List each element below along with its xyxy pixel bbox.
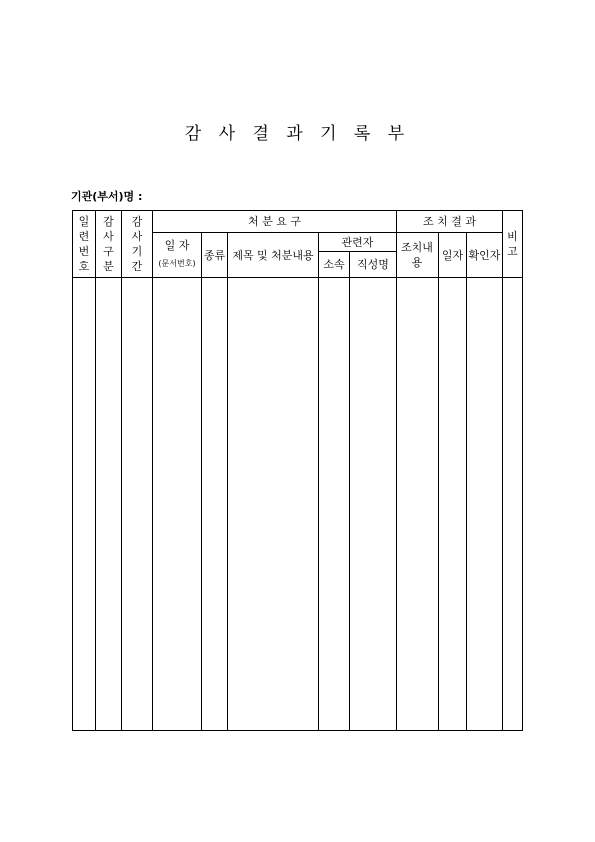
header-action-date: 일자 [441, 248, 464, 262]
header-date: 일 자 [164, 238, 190, 252]
header-audit-type: 감 사 구 분 [103, 215, 114, 273]
header-action-result: 조 치 결 과 [423, 215, 476, 228]
grid-line [152, 211, 153, 730]
grid-line [95, 211, 96, 730]
grid-line [121, 211, 122, 730]
header-kind: 종류 [203, 248, 226, 262]
audit-record-table [72, 210, 523, 731]
header-serial-number: 일 련 번 호 [78, 215, 90, 273]
header-confirmer: 확인자 [468, 248, 501, 262]
grid-line [349, 251, 350, 730]
header-affiliation: 소속 [323, 258, 345, 271]
grid-line [438, 232, 439, 730]
header-disposition-request: 처 분 요 구 [248, 215, 301, 228]
grid-line [466, 232, 467, 730]
grid-line [201, 232, 202, 730]
header-action-content: 조치내용 [401, 241, 433, 269]
header-remarks: 비 고 [507, 230, 518, 258]
document-title: 감 사 결 과 기 록 부 [184, 124, 411, 144]
agency-name-label: 기관(부서)명 : [71, 190, 143, 203]
grid-line [318, 232, 319, 730]
grid-line [502, 211, 503, 730]
header-related-person: 관련자 [341, 235, 374, 249]
header-document-number: (문서번호) [158, 258, 196, 268]
header-audit-period: 감 사 기 간 [131, 215, 143, 273]
header-subject-and-content: 제목 및 처분내용 [232, 248, 314, 262]
grid-line [73, 277, 522, 278]
grid-line [396, 211, 397, 730]
header-rank-and-name: 직성명 [357, 258, 389, 271]
grid-line [227, 232, 228, 730]
